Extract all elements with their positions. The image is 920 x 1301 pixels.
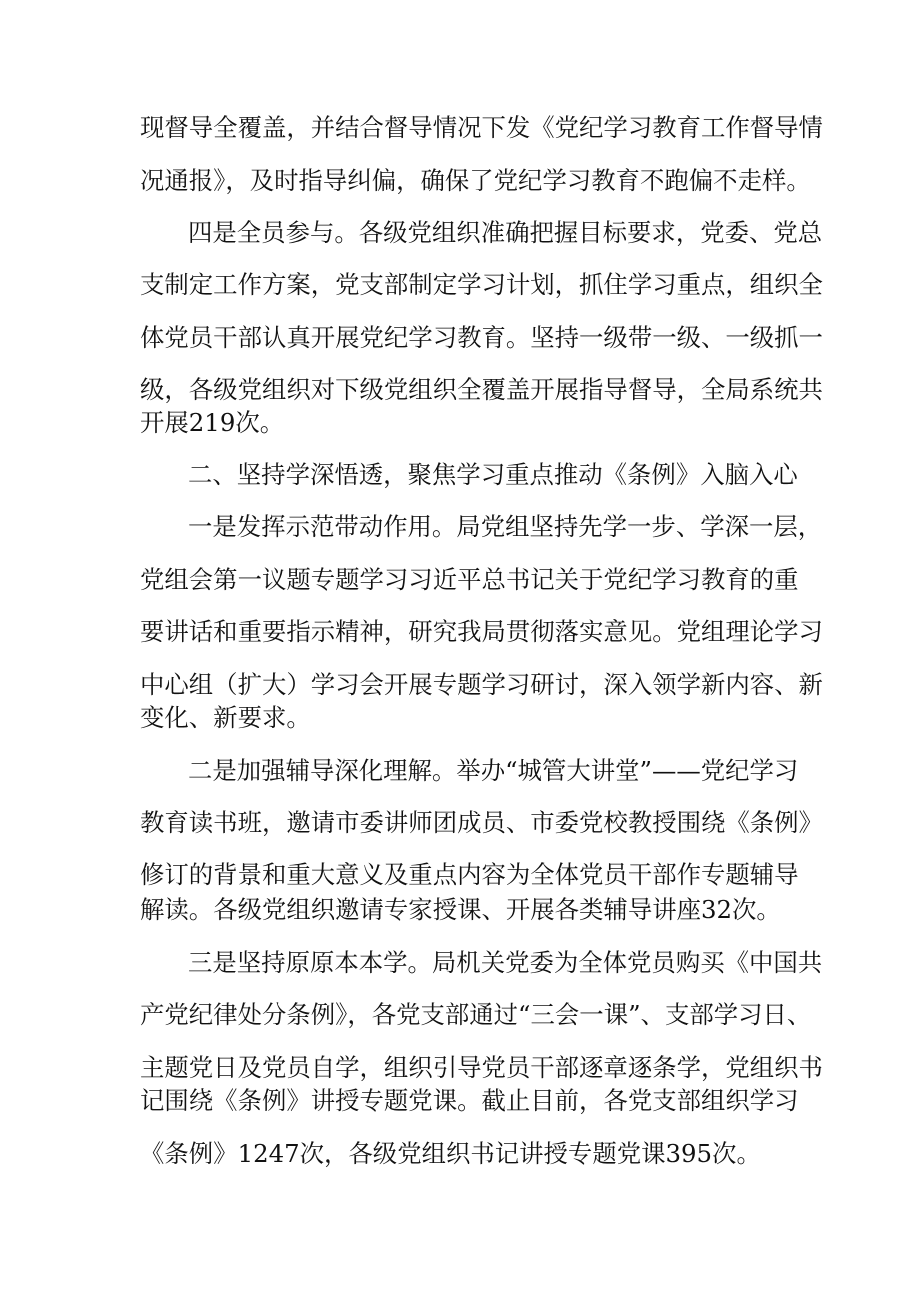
text-line: 解读。各级党组织邀请专家授课、开展各类辅导讲座32次。 <box>140 895 781 924</box>
text-line: 变化、新要求。 <box>140 703 311 732</box>
text-line: 教育读书班，邀请市委讲师团成员、市委党校教授围绕《条例》 <box>140 808 823 837</box>
paragraph-first-line: 一是发挥示范带动作用。局党组坚持先学一步、学深一层， <box>188 512 823 541</box>
section-heading: 二、坚持学深悟透，聚焦学习重点推动《条例》入脑入心 <box>188 460 798 489</box>
text-line: 支制定工作方案，党支部制定学习计划，抓住学习重点，组织全 <box>140 270 823 299</box>
paragraph-first-line: 二是加强辅导深化理解。举办“城管大讲堂”——党纪学习 <box>188 756 799 785</box>
text-line: 修订的背景和重大意义及重点内容为全体党员干部作专题辅导 <box>140 860 799 889</box>
text-line: 体党员干部认真开展党纪学习教育。坚持一级带一级、一级抓一 <box>140 323 823 352</box>
text-line: 况通报》，及时指导纠偏，确保了党纪学习教育不跑偏不走样。 <box>140 166 811 195</box>
text-line: 产党纪律处分条例》，各党支部通过“三会一课”、支部学习日、 <box>140 1000 812 1029</box>
text-line: 中心组（扩大）学习会开展专题学习研讨，深入领学新内容、新 <box>140 670 823 699</box>
paragraph-first-line: 三是坚持原原本本学。局机关党委为全体党员购买《中国共 <box>188 948 823 977</box>
text-line: 主题党日及党员自学，组织引导党员干部逐章逐条学，党组织书 <box>140 1053 823 1082</box>
text-line: 《条例》1247次，各级党组织书记讲授专题党课395次。 <box>140 1139 761 1168</box>
text-line: 现督导全覆盖，并结合督导情况下发《党纪学习教育工作督导情 <box>140 113 823 142</box>
text-line: 开展219次。 <box>140 408 285 437</box>
paragraph-first-line: 四是全员参与。各级党组织准确把握目标要求，党委、党总 <box>188 218 823 247</box>
text-line: 记围绕《条例》讲授专题党课。截止目前，各党支部组织学习 <box>140 1086 799 1115</box>
text-line: 级，各级党组织对下级党组织全覆盖开展指导督导，全局系统共 <box>140 375 823 404</box>
text-line: 要讲话和重要指示精神，研究我局贯彻落实意见。党组理论学习 <box>140 617 823 646</box>
text-line: 党组会第一议题专题学习习近平总书记关于党纪学习教育的重 <box>140 565 799 594</box>
